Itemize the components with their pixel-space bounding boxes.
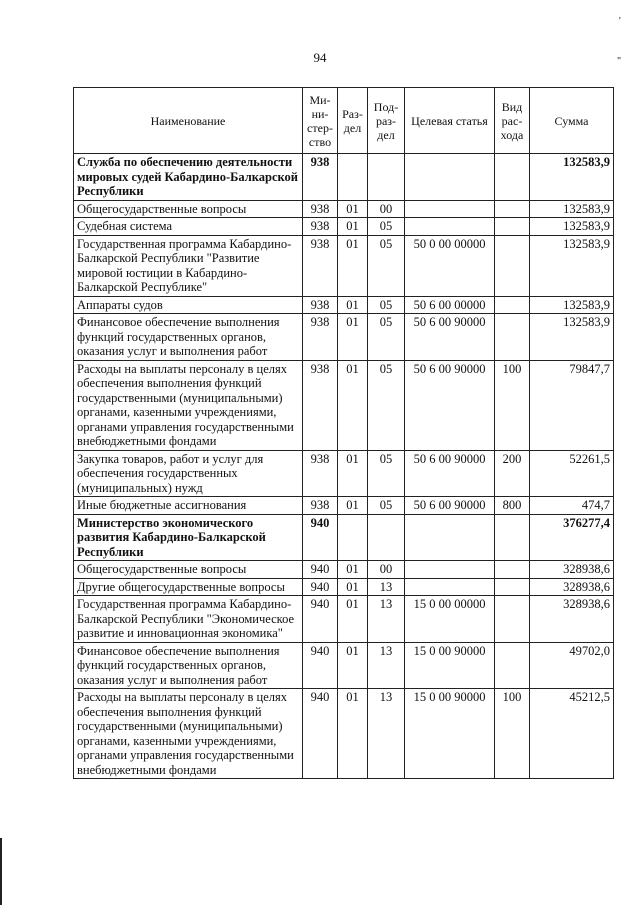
row-expense-type: 800 (495, 497, 530, 515)
row-section: 01 (338, 235, 368, 296)
col-header-amount: Сумма (530, 88, 614, 154)
row-ministry: 938 (303, 296, 338, 314)
col-header-expense-type: Вид рас-хода (495, 88, 530, 154)
row-subsection: 05 (368, 450, 405, 497)
row-target: 50 6 00 90000 (405, 450, 495, 497)
row-name: Закупка товаров, работ и услуг для обеспечения государственных (муниципальных) нужд (74, 450, 303, 497)
row-section (338, 154, 368, 201)
margin-mark-top: ' (619, 16, 621, 27)
row-ministry: 940 (303, 689, 338, 779)
col-header-section: Раз-дел (338, 88, 368, 154)
table-row (74, 360, 614, 450)
row-amount: 376277,4 (530, 514, 614, 561)
row-section (338, 514, 368, 561)
table-row (74, 642, 614, 689)
margin-mark-bottom: " (617, 56, 622, 67)
row-target: 50 6 00 90000 (405, 314, 495, 361)
row-target (405, 561, 495, 579)
table-row (74, 296, 614, 314)
row-name: Финансовое обеспечение выполнения функций государственных органов, оказания услуг и выполнения работ (74, 314, 303, 361)
row-expense-type (495, 314, 530, 361)
row-subsection: 05 (368, 360, 405, 450)
row-expense-type: 100 (495, 689, 530, 779)
row-section: 01 (338, 218, 368, 236)
col-header-ministry: Ми-ни-стер-ство (303, 88, 338, 154)
page-number: 94 (313, 50, 327, 65)
col-header-name: Наименование (74, 88, 303, 154)
row-expense-type (495, 154, 530, 201)
row-expense-type (495, 235, 530, 296)
row-ministry: 938 (303, 200, 338, 218)
row-amount: 328938,6 (530, 596, 614, 643)
row-name: Другие общегосударственные вопросы (74, 578, 303, 596)
row-subsection: 13 (368, 596, 405, 643)
row-amount: 132583,9 (530, 154, 614, 201)
row-ministry: 940 (303, 514, 338, 561)
row-name: Общегосударственные вопросы (74, 200, 303, 218)
row-section: 01 (338, 596, 368, 643)
table-row (74, 689, 614, 779)
row-name: Расходы на выплаты персоналу в целях обеспечения выполнения функций государственными (муниципальными) органами, казенными учреждениями, органами управления государственными внебюджетными фондами (74, 689, 303, 779)
row-ministry: 940 (303, 596, 338, 643)
row-subsection: 00 (368, 561, 405, 579)
scan-edge-line (0, 838, 2, 905)
row-expense-type (495, 200, 530, 218)
row-amount: 328938,6 (530, 578, 614, 596)
row-ministry: 938 (303, 314, 338, 361)
row-subsection: 05 (368, 296, 405, 314)
row-expense-type (495, 514, 530, 561)
row-subsection: 13 (368, 689, 405, 779)
row-amount: 45212,5 (530, 689, 614, 779)
row-ministry: 938 (303, 360, 338, 450)
col-header-subsection: Под-раз-дел (368, 88, 405, 154)
row-subsection: 13 (368, 642, 405, 689)
row-amount: 132583,9 (530, 235, 614, 296)
row-section: 01 (338, 642, 368, 689)
row-target (405, 200, 495, 218)
row-target: 15 0 00 90000 (405, 642, 495, 689)
row-target (405, 154, 495, 201)
row-section: 01 (338, 314, 368, 361)
row-target: 15 0 00 90000 (405, 689, 495, 779)
row-amount: 132583,9 (530, 218, 614, 236)
row-expense-type (495, 596, 530, 643)
row-name: Общегосударственные вопросы (74, 561, 303, 579)
table-row (74, 218, 614, 236)
row-amount: 49702,0 (530, 642, 614, 689)
table-row (74, 450, 614, 497)
table-row (74, 596, 614, 643)
row-name: Служба по обеспечению деятельности мировых судей Кабардино-Балкарской Республики (74, 154, 303, 201)
row-ministry: 938 (303, 450, 338, 497)
table-row (74, 514, 614, 561)
row-section: 01 (338, 561, 368, 579)
row-section: 01 (338, 296, 368, 314)
row-section: 01 (338, 360, 368, 450)
row-name: Финансовое обеспечение выполнения функций государственных органов, оказания услуг и выполнения работ (74, 642, 303, 689)
row-subsection: 05 (368, 235, 405, 296)
row-ministry: 938 (303, 235, 338, 296)
row-name: Министерство экономического развития Кабардино-Балкарской Республики (74, 514, 303, 561)
row-section: 01 (338, 578, 368, 596)
row-ministry: 940 (303, 578, 338, 596)
budget-table (73, 87, 614, 779)
row-expense-type (495, 578, 530, 596)
table-row (74, 561, 614, 579)
row-subsection: 05 (368, 314, 405, 361)
table-row (74, 235, 614, 296)
row-target (405, 218, 495, 236)
row-target: 50 6 00 90000 (405, 360, 495, 450)
row-target: 15 0 00 00000 (405, 596, 495, 643)
row-name: Государственная программа Кабардино-Балкарской Республики "Экономическое развитие и инновационная экономика" (74, 596, 303, 643)
row-target (405, 514, 495, 561)
row-subsection: 05 (368, 218, 405, 236)
row-amount: 52261,5 (530, 450, 614, 497)
table-row (74, 578, 614, 596)
row-expense-type: 100 (495, 360, 530, 450)
row-section: 01 (338, 200, 368, 218)
table-row (74, 154, 614, 201)
row-expense-type (495, 218, 530, 236)
row-ministry: 938 (303, 218, 338, 236)
row-name: Государственная программа Кабардино-Балкарской Республики "Развитие мировой юстиции в Кабардино-Балкарской Республике" (74, 235, 303, 296)
row-section: 01 (338, 450, 368, 497)
row-subsection: 13 (368, 578, 405, 596)
row-ministry: 940 (303, 561, 338, 579)
table-row (74, 200, 614, 218)
table-row (74, 497, 614, 515)
row-subsection (368, 514, 405, 561)
row-amount: 132583,9 (530, 200, 614, 218)
row-expense-type (495, 296, 530, 314)
row-subsection: 05 (368, 497, 405, 515)
row-subsection: 00 (368, 200, 405, 218)
row-ministry: 938 (303, 497, 338, 515)
row-target: 50 0 00 00000 (405, 235, 495, 296)
row-section: 01 (338, 497, 368, 515)
row-subsection (368, 154, 405, 201)
row-name: Аппараты судов (74, 296, 303, 314)
row-expense-type (495, 561, 530, 579)
row-expense-type (495, 642, 530, 689)
row-amount: 328938,6 (530, 561, 614, 579)
row-amount: 132583,9 (530, 296, 614, 314)
row-amount: 474,7 (530, 497, 614, 515)
table-header (74, 88, 614, 154)
row-target: 50 6 00 90000 (405, 497, 495, 515)
row-target (405, 578, 495, 596)
row-section: 01 (338, 689, 368, 779)
row-name: Судебная система (74, 218, 303, 236)
row-target: 50 6 00 00000 (405, 296, 495, 314)
row-ministry: 940 (303, 642, 338, 689)
table-row (74, 314, 614, 361)
row-amount: 132583,9 (530, 314, 614, 361)
row-expense-type: 200 (495, 450, 530, 497)
row-name: Расходы на выплаты персоналу в целях обеспечения выполнения функций государственными (муниципальными) органами, казенными учреждениями, органами управления государственными внебюджетными фондами (74, 360, 303, 450)
row-ministry: 938 (303, 154, 338, 201)
row-amount: 79847,7 (530, 360, 614, 450)
col-header-target: Целевая статья (405, 88, 495, 154)
row-name: Иные бюджетные ассигнования (74, 497, 303, 515)
